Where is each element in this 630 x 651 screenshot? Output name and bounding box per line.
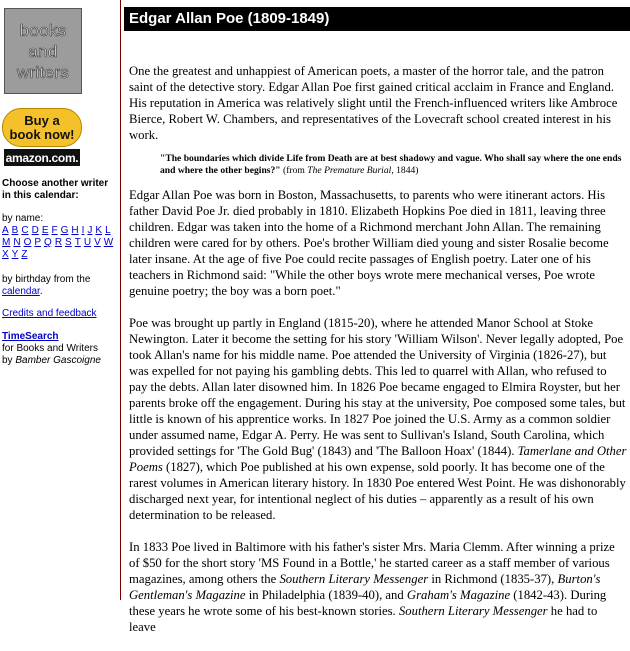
letter-index <box>2 225 116 261</box>
quote-from: (from <box>280 165 308 176</box>
calendar-period: . <box>39 286 43 297</box>
timesearch-author: Bamber Gascoigne <box>15 355 101 366</box>
letter-link-t[interactable]: T <box>74 237 81 248</box>
letter-link-o[interactable]: O <box>23 237 32 248</box>
letter-link-d[interactable]: D <box>31 225 39 236</box>
timesearch-desc: for Books and Writers <box>2 343 98 354</box>
sidebar <box>0 0 121 600</box>
magazine-title-2: Burton's Gentleman's Magazine <box>129 572 601 602</box>
letter-link-z[interactable]: Z <box>21 249 28 260</box>
intro-paragraph: One the greatest and unhappiest of American poets, a master of the horror tale, and the patron saint of the detective story. Edgar Allan Poe first gained critical acclaim in France and England. His reputation in America was relatively slight until the French-influenced writers like Ambroce Bierce, Robert W. Chambers, and representatives of the Lovecraft school created interest in his work. <box>129 64 618 142</box>
buy-line-2: book now! <box>9 126 75 142</box>
buy-badge <box>2 108 82 147</box>
by-name-label: by name: <box>2 213 44 224</box>
letter-link-y[interactable]: Y <box>11 249 19 260</box>
letter-link-u[interactable]: U <box>83 237 92 248</box>
letter-link-n[interactable]: N <box>13 237 21 248</box>
article-body <box>129 63 627 651</box>
calendar-link[interactable]: calendar <box>2 286 40 297</box>
letter-link-a[interactable]: A <box>2 225 9 236</box>
letter-link-v[interactable]: V <box>94 237 101 248</box>
tamerlane-title: Tamerlane and Other Poems <box>129 444 627 474</box>
letter-link-i[interactable]: I <box>81 225 85 236</box>
quote-year: , 1844) <box>391 165 419 176</box>
magazine-title-3: Graham's Magazine <box>406 588 511 602</box>
magazine-title-1: Southern Literary Messenger <box>279 572 429 586</box>
by-birthday-label: by birthday from the <box>2 274 91 285</box>
baltimore-text-b: in Richmond (1835-37), <box>428 572 558 586</box>
letter-link-l[interactable]: L <box>105 225 111 236</box>
letter-link-e[interactable]: E <box>41 225 49 236</box>
letter-link-h[interactable]: H <box>71 225 79 236</box>
credits-feedback-link[interactable]: Credits and feedback <box>2 308 97 319</box>
youth-text-b: (1827), which Poe published at his own expense, sold poorly. It has become one of the rarest volumes in American literary history. In 1830 Poe entered West Point. He was dishonorably discharged next year, for intentional neglect of his duties – apparently as a result of his own determination to be released. <box>129 460 626 522</box>
baltimore-text-d: (1842-43). During these years he wrote some of his best-known stories. <box>129 588 607 618</box>
baltimore-text-a: In 1833 Poe lived in Baltimore with his father's sister Mrs. Maria Clemm. After winning a prize of $50 for the short story 'MS Found in a Bottle,' he started career as a staff member of various magazines, among others the <box>129 540 615 586</box>
quote-text: "The boundaries which divide Life from Death are at best shadowy and vague. Who shall say where the one ends and where the other begins?" <box>160 153 622 176</box>
letter-link-j[interactable]: J <box>87 225 93 236</box>
youth-text-a: Poe was brought up partly in England (1815-20), where he attended Manor School at Stoke Newington. Later it become the setting for his story 'William Wilson'. Never legally adopted, Poe took Allan's name for his middle name. Poe attended the University of Virginia (1826-27), but was expelled for not paying his gambling debts. This led to quarrel with Allan, who refused to pay the debts. Allan later disowned him. In 1826 Poe became engaged to Elmira Royster, but her parents broke off the engagement. During his stay at the university, Poe composed some tales, but little is known of his apprentice works. In 1827 Poe joined the U.S. Army as a common soldier under assumed name, Edgar A. Perry. He was sent to Sullivan's Island, South Carolina, which provided settings for 'The Gold Bug' (1843) and 'The Balloon Hoax' (1844). <box>129 316 626 458</box>
letter-link-x[interactable]: X <box>2 249 9 260</box>
letter-link-r[interactable]: R <box>54 237 63 248</box>
letter-link-c[interactable]: C <box>21 225 29 236</box>
letter-link-g[interactable]: G <box>60 225 69 236</box>
logo-line-and: and <box>28 41 58 61</box>
letter-link-m[interactable]: M <box>2 237 11 248</box>
page-title: Edgar Allan Poe (1809-1849) <box>124 7 630 31</box>
magazine-title-4: Southern Literary Messenger <box>398 604 548 618</box>
baltimore-text-c: in Philadelphia (1839-40), and <box>245 588 407 602</box>
letter-link-b[interactable]: B <box>11 225 19 236</box>
amazon-buy-button[interactable] <box>2 108 82 163</box>
youth-paragraph <box>129 315 627 523</box>
by-birthday-text <box>2 274 118 298</box>
baltimore-text-e: he had to leave <box>129 604 598 634</box>
letter-link-q[interactable]: Q <box>44 237 52 248</box>
timesearch-link[interactable]: TimeSearch <box>2 331 59 342</box>
amazon-brand: amazon.com. <box>5 150 79 165</box>
amazon-logo <box>4 149 80 166</box>
buy-line-1: Buy a <box>24 112 60 128</box>
quote-source: The Premature Burial <box>307 165 392 176</box>
epigraph-quote <box>160 153 627 177</box>
logo-line-books: books <box>19 20 67 40</box>
birth-paragraph: Edgar Allan Poe was born in Boston, Massachusetts, to parents who were itinerant actors. His father David Poe Jr. died probably in 1810. Elizabeth Hopkins Poe died in 1811, leaving three children. Edgar was taken into the home of a Richmond merchant John Allan. The remaining children were cared for by others. Poe's brother William died young and sister Rosalie become later insane. At the age of five Poe could recite passages of English poetry. Later one of his teachers in Richmond said: "While the other boys wrote mere mechanical verses, Poe wrote genuine poetry; the boy was a born poet." <box>129 188 609 298</box>
choose-writer-heading: Choose another writer in this calendar: <box>2 178 109 201</box>
letter-link-p[interactable]: P <box>34 237 42 248</box>
logo-line-writers: writers <box>16 62 70 82</box>
timesearch-by: by <box>2 355 13 366</box>
letter-link-f[interactable]: F <box>51 225 58 236</box>
letter-link-w[interactable]: W <box>103 237 114 248</box>
timesearch-block <box>2 331 118 367</box>
baltimore-paragraph <box>129 539 627 635</box>
letter-link-k[interactable]: K <box>95 225 103 236</box>
letter-link-s[interactable]: S <box>65 237 72 248</box>
books-and-writers-logo[interactable] <box>4 8 82 94</box>
